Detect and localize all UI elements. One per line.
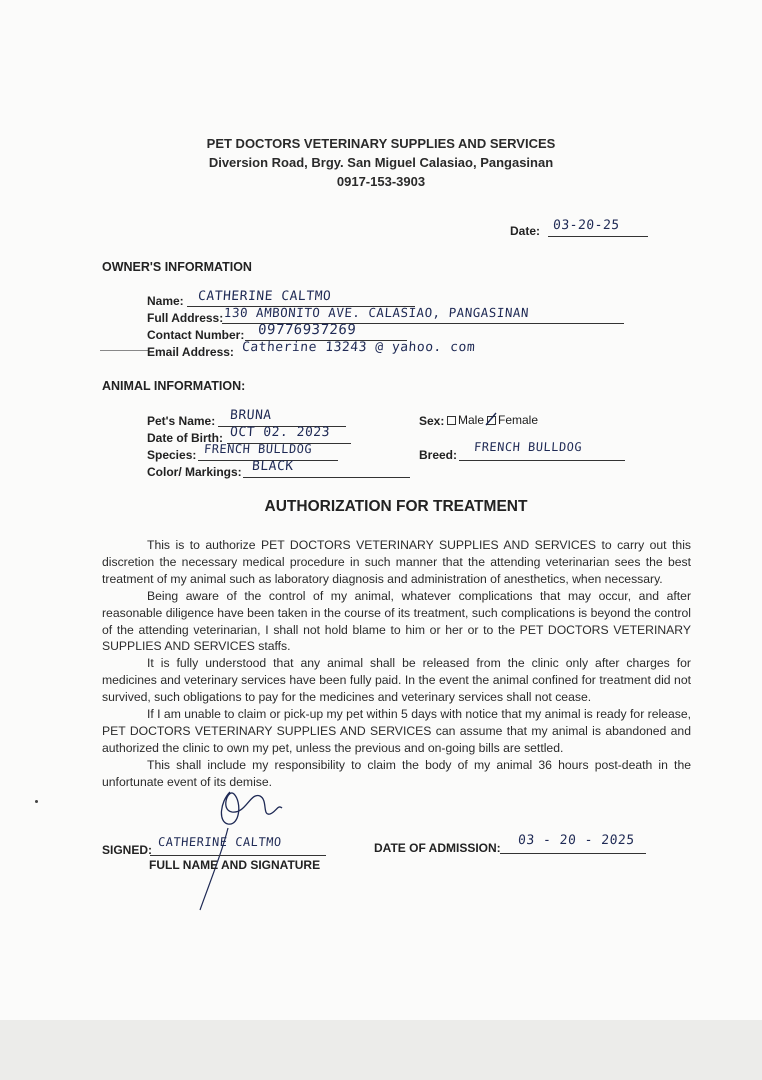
sex-male-label: Male bbox=[458, 413, 485, 427]
species-label: Species: bbox=[147, 448, 197, 462]
paragraph-3: It is fully understood that any animal shall be released from the clinic only after charges for medicines and veterinary services have been fully paid. In the event the animal confined for treatment did not survived, such obligations to pay for the medicines and veterinary services shall not cease. bbox=[102, 656, 691, 705]
owner-address-label: Full Address: bbox=[147, 311, 224, 325]
email-value: Catherine 13243 @ yahoo. com bbox=[241, 340, 476, 355]
breed-value: FRENCH BULLDOG bbox=[473, 440, 583, 454]
paragraph-1: This is to authorize PET DOCTORS VETERINARY SUPPLIES AND SERVICES to carry out this discretion the necessary medical procedure in such manner that the attending veterinarian sees the best treatment of my animal such as laboratory diagnosis and administration of anesthetics, when necessary. bbox=[102, 538, 691, 586]
color-markings-value: BLACK bbox=[251, 459, 295, 474]
breed-label: Breed: bbox=[419, 448, 458, 462]
date-of-admission-label: DATE OF ADMISSION: bbox=[374, 841, 501, 855]
animal-section-title: ANIMAL INFORMATION: bbox=[102, 379, 246, 393]
scan-background bbox=[0, 1020, 762, 1080]
breed-line bbox=[459, 460, 625, 461]
dob-value: OCT 02. 2023 bbox=[229, 425, 331, 440]
paragraph-4: If I am unable to claim or pick-up my pet within 5 days with notice that my animal is ready for release, PET DOCTORS VETERINARY SUPPLIES AND SERVICES can assume that my animal is abandoned and authorized the clinic to own my pet, unless the previous and on-going bills are settled. bbox=[102, 707, 691, 755]
paragraph-5: This shall include my responsibility to claim the body of my animal 36 hours post-death in the unfortunate event of its demise. bbox=[102, 757, 691, 789]
authorization-title: AUTHORIZATION FOR TREATMENT bbox=[264, 498, 528, 515]
company-phone: 0917-153-3903 bbox=[336, 174, 426, 189]
date-value: 03-20-25 bbox=[552, 218, 621, 233]
company-name: PET DOCTORS VETERINARY SUPPLIES AND SERVICES bbox=[206, 136, 556, 151]
owner-address-value: 130 AMBONITO AVE. CALASIAO, PANGASINAN bbox=[223, 305, 530, 320]
signed-line bbox=[150, 855, 326, 856]
owner-section-title: OWNER'S INFORMATION bbox=[102, 260, 252, 274]
authorization-body bbox=[102, 537, 691, 791]
date-of-admission-line bbox=[500, 853, 646, 854]
sex-male-checkbox[interactable] bbox=[447, 416, 456, 425]
checkmark-icon bbox=[484, 411, 498, 427]
scan-speck bbox=[35, 800, 38, 803]
species-value: FRENCH BULLDOG bbox=[203, 442, 313, 456]
contact-number-label: Contact Number: bbox=[147, 328, 245, 342]
signed-name-value: CATHERINE CALTMO bbox=[157, 835, 283, 849]
owner-name-label: Name: bbox=[147, 294, 184, 308]
color-markings-line bbox=[243, 477, 410, 478]
date-of-admission-value: 03 - 20 - 2025 bbox=[517, 833, 636, 848]
pet-name-value: BRUNA bbox=[229, 408, 273, 423]
date-label: Date: bbox=[510, 224, 541, 238]
contact-number-value: 09776937269 bbox=[257, 322, 357, 338]
email-label: Email Address: bbox=[147, 345, 234, 359]
color-markings-label: Color/ Markings: bbox=[147, 465, 242, 479]
sex-female-label: Female bbox=[498, 413, 539, 427]
full-name-signature-caption: FULL NAME AND SIGNATURE bbox=[149, 858, 321, 872]
date-line bbox=[548, 236, 648, 237]
dob-label: Date of Birth: bbox=[147, 431, 223, 445]
company-address: Diversion Road, Brgy. San Miguel Calasiao, Pangasinan bbox=[208, 155, 554, 170]
paragraph-2: Being aware of the control of my animal, whatever complications that may occur, and after reasonable diligence have been taken in the course of its treatment, such complications is beyond the control of the attending veterinarian, I shall not hold blame to him or her or to the PET DOCTORS VETERINARY SUPPLIES AND SERVICES staffs. bbox=[102, 588, 691, 654]
sex-label: Sex: bbox=[419, 414, 445, 428]
signed-label: SIGNED: bbox=[102, 843, 153, 857]
pen-stroke bbox=[100, 350, 148, 351]
pet-name-label: Pet's Name: bbox=[147, 414, 216, 428]
owner-name-value: CATHERINE CALTMO bbox=[197, 289, 332, 304]
